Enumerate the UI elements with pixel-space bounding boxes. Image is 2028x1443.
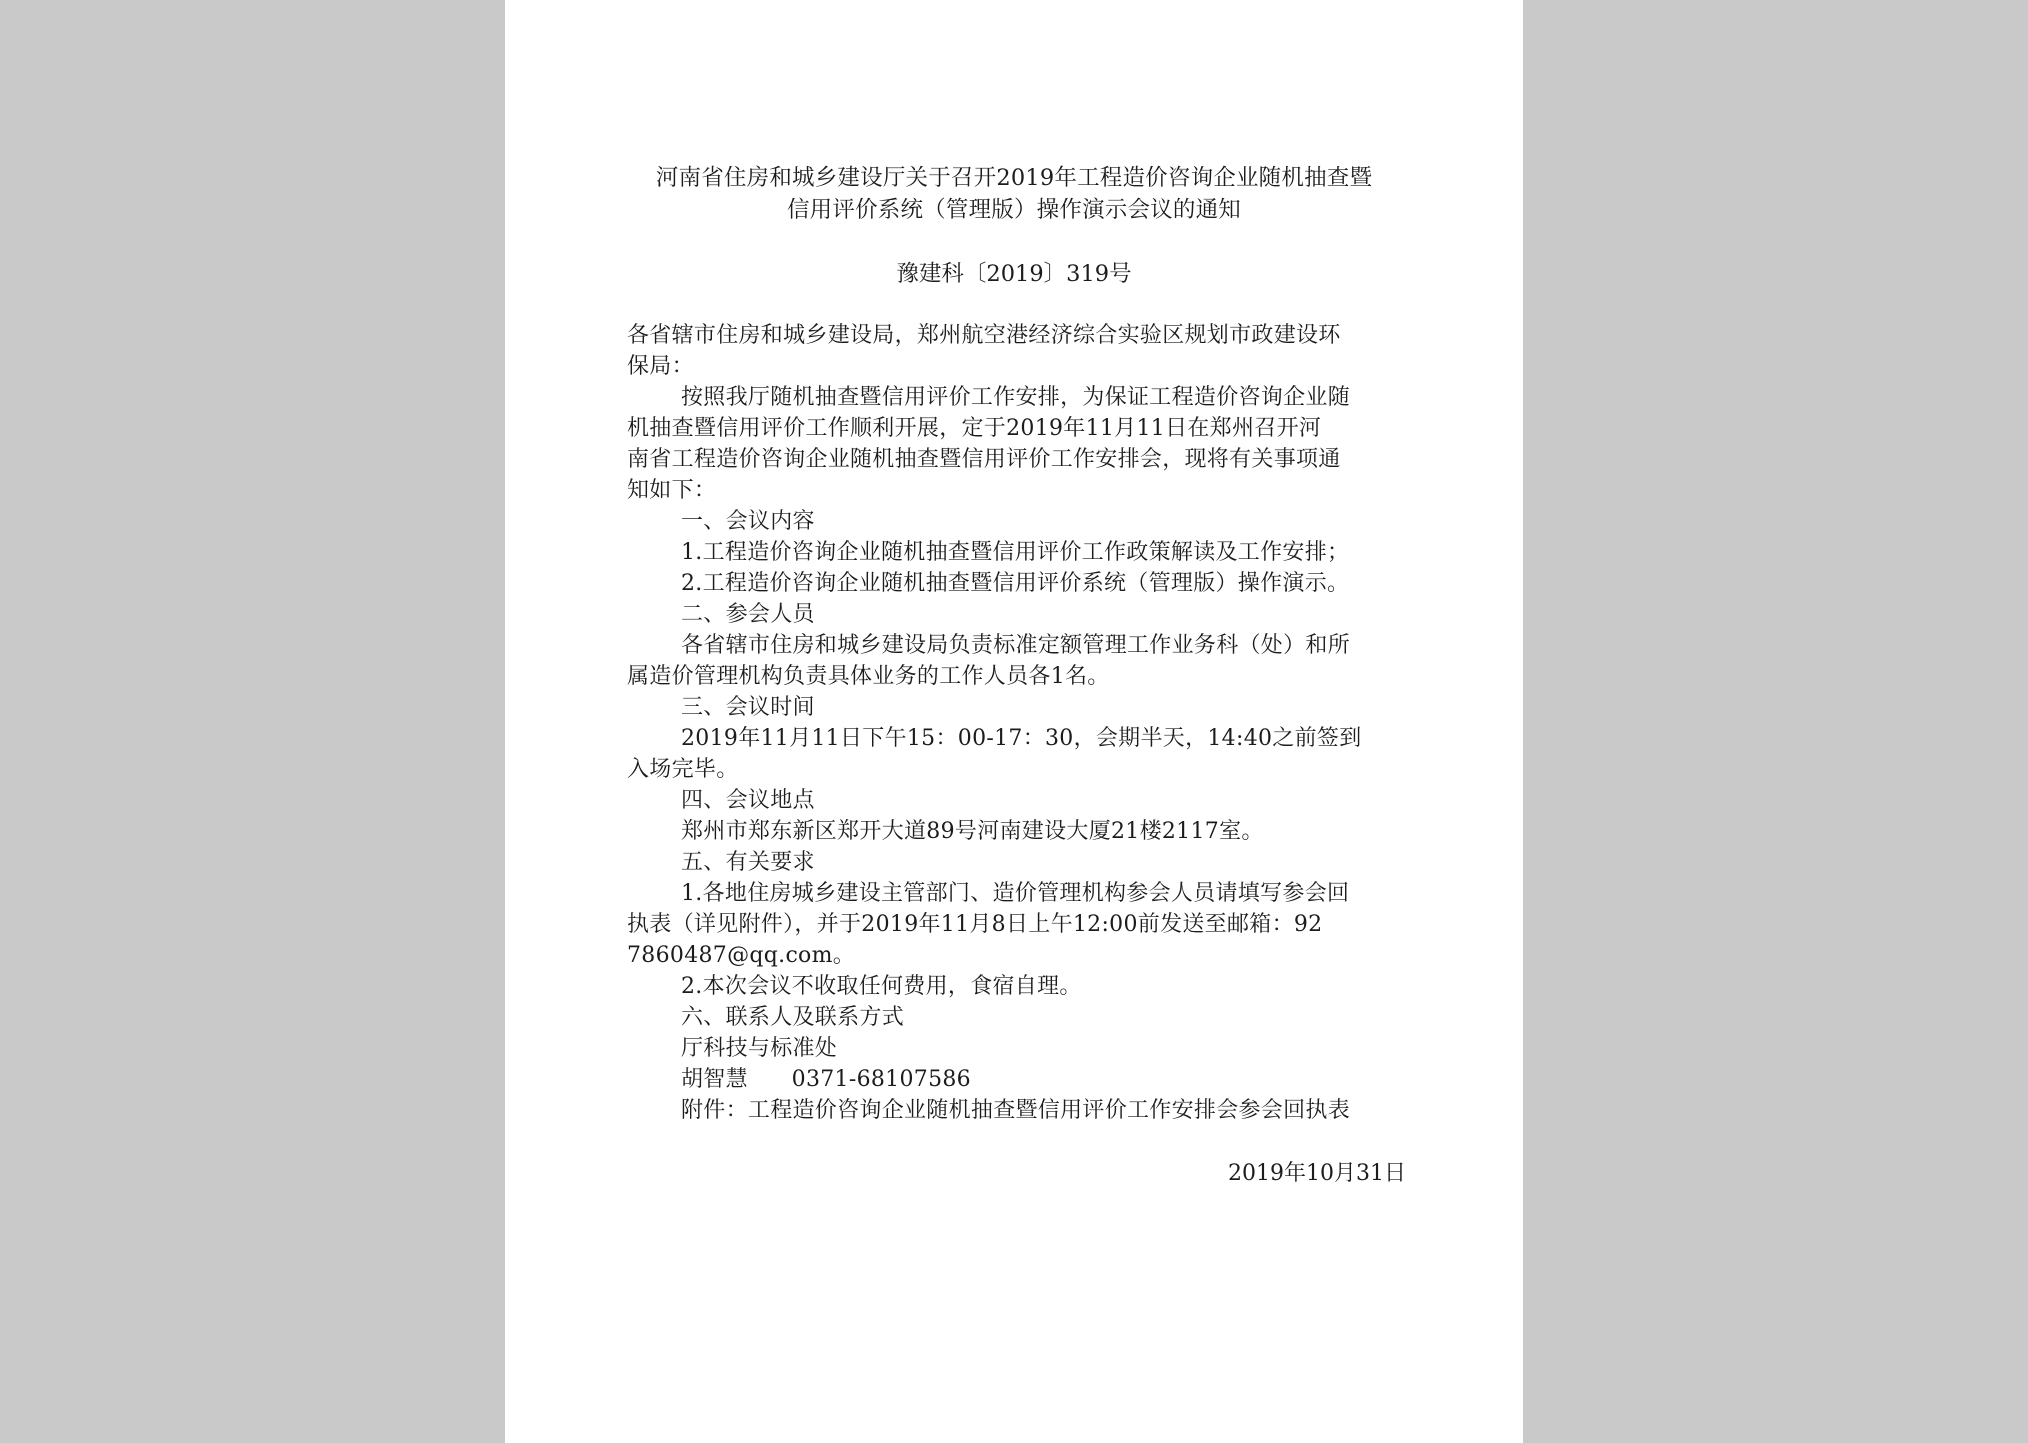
document-number: 豫建科〔2019〕319号 [896, 261, 1132, 287]
section-6-department: 厅科技与标准处 [681, 1036, 838, 1061]
title-line-2: 信用评价系统（管理版）操作演示会议的通知 [786, 197, 1241, 223]
section-3-line-1: 2019年11月11日下午15：00-17：30，会期半天，14:40之前签到 [681, 726, 1362, 751]
section-5-heading: 五、有关要求 [681, 850, 815, 875]
intro-line-2: 机抽查暨信用评价工作顺利开展，定于2019年11月11日在郑州召开河 [627, 416, 1322, 441]
document-page [505, 0, 1523, 1443]
section-3-line-2: 入场完毕。 [627, 757, 739, 782]
title-line-1: 河南省住房和城乡建设厅关于召开2019年工程造价咨询企业随机抽查暨 [655, 165, 1373, 191]
addressee-line-2: 保局： [627, 354, 694, 379]
section-5-item-2: 2.本次会议不收取任何费用，食宿自理。 [681, 974, 1082, 999]
intro-line-4: 知如下： [627, 478, 717, 503]
section-1-heading: 一、会议内容 [681, 509, 815, 534]
section-6-contact: 胡智慧 0371-68107586 [681, 1067, 971, 1092]
section-5-item-1-line-3: 7860487@qq.com。 [627, 943, 856, 968]
section-3-heading: 三、会议时间 [681, 695, 815, 720]
section-2-heading: 二、参会人员 [681, 602, 815, 627]
section-5-item-1-line-2: 执表（详见附件），并于2019年11月8日上午12:00前发送至邮箱：92 [627, 912, 1323, 937]
section-4-heading: 四、会议地点 [681, 788, 815, 813]
section-5-item-1-line-1: 1.各地住房城乡建设主管部门、造价管理机构参会人员请填写参会回 [681, 881, 1350, 906]
section-4-line-1: 郑州市郑东新区郑开大道89号河南建设大厦21楼2117室。 [681, 819, 1264, 844]
section-2-line-2: 属造价管理机构负责具体业务的工作人员各1名。 [627, 664, 1110, 689]
intro-line-1: 按照我厅随机抽查暨信用评价工作安排，为保证工程造价咨询企业随 [681, 385, 1351, 410]
section-1-item-1: 1.工程造价咨询企业随机抽查暨信用评价工作政策解读及工作安排； [681, 540, 1350, 565]
issue-date: 2019年10月31日 [1228, 1161, 1406, 1186]
section-2-line-1: 各省辖市住房和城乡建设局负责标准定额管理工作业务科（处）和所 [681, 633, 1351, 658]
addressee-line-1: 各省辖市住房和城乡建设局，郑州航空港经济综合实验区规划市政建设环 [627, 323, 1341, 348]
attachment-line: 附件：工程造价咨询企业随机抽查暨信用评价工作安排会参会回执表 [681, 1098, 1351, 1123]
section-6-heading: 六、联系人及联系方式 [681, 1005, 905, 1030]
intro-line-3: 南省工程造价咨询企业随机抽查暨信用评价工作安排会，现将有关事项通 [627, 447, 1341, 472]
section-1-item-2: 2.工程造价咨询企业随机抽查暨信用评价系统（管理版）操作演示。 [681, 571, 1350, 596]
